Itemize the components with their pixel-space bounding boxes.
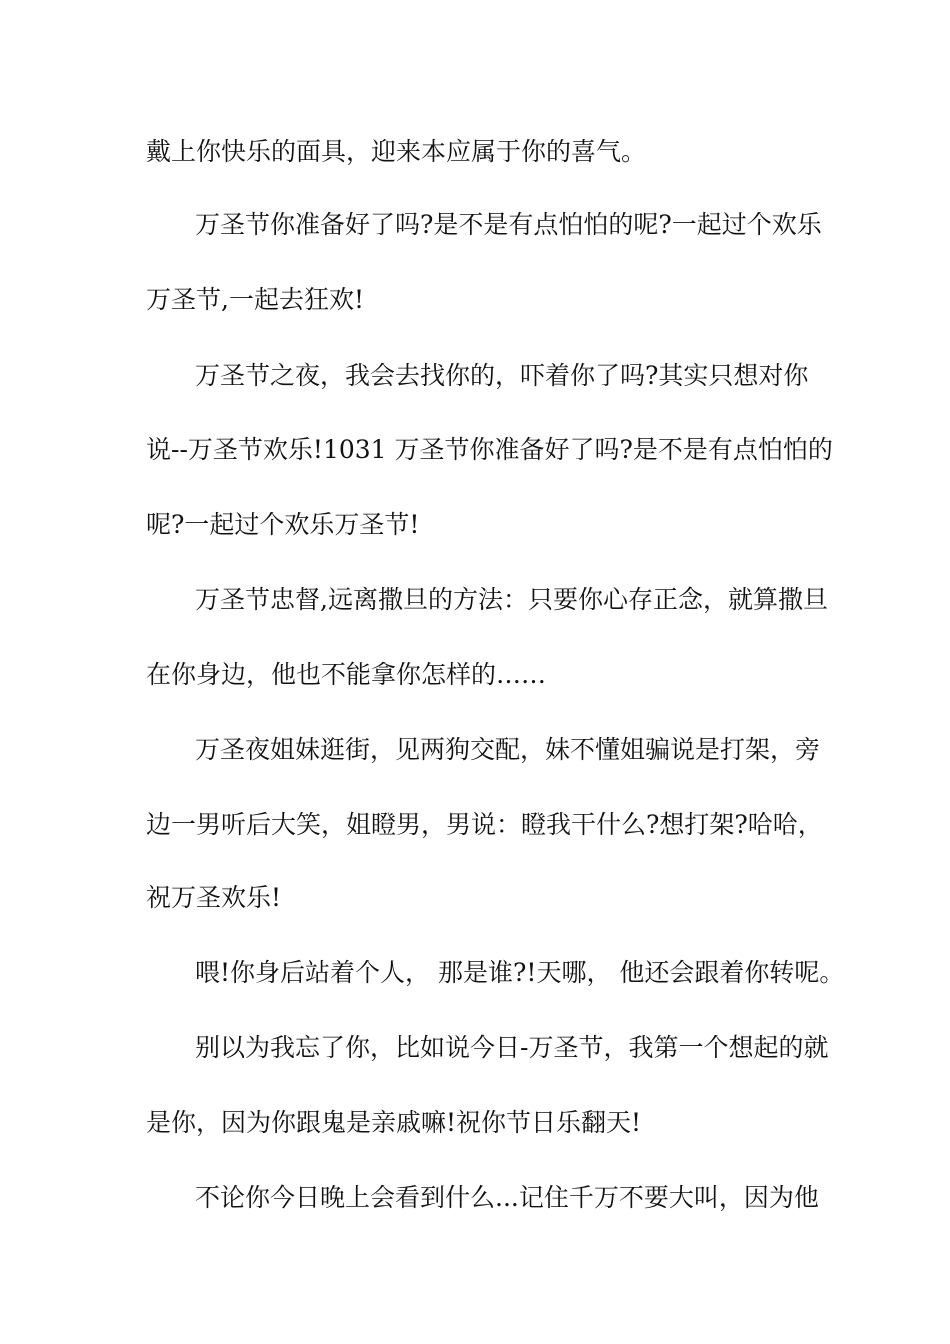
text-line: 边一男听后大笑，姐瞪男，男说：瞪我干什么?想打架?哈哈， [146,810,823,839]
text-line: 祝万圣欢乐! [146,883,282,912]
text-line: 戴上你快乐的面具，迎来本应属于你的喜气。 [146,137,647,166]
text-line: 喂!你身后站着个人， 那是谁?!天哪， 他还会跟着你转呢。 [195,958,845,987]
text-line: 万圣节你准备好了吗?是不是有点怕怕的呢?一起过个欢乐 [195,210,822,239]
text-line: 是你，因为你跟鬼是亲戚嘛!祝你节日乐翻天! [146,1108,642,1137]
text-line: 说--万圣节欢乐!1031 万圣节你准备好了吗?是不是有点怕怕的 [146,435,833,464]
text-line: 万圣节,一起去狂欢! [146,285,364,314]
text-line: 万圣节之夜，我会去找你的，吓着你了吗?其实只想对你 [195,361,809,390]
text-line: 万圣节忠督,远离撒旦的方法：只要你心存正念，就算撒旦 [195,585,828,614]
text-line: 在你身边，他也不能拿你怎样的…… [146,660,547,689]
text-line: 呢?一起过个欢乐万圣节! [146,510,420,539]
text-line: 万圣夜姐妹逛街，见两狗交配，妹不懂姐骗说是打架，旁 [195,735,821,764]
text-line: 别以为我忘了你，比如说今日-万圣节，我第一个想起的就 [195,1033,829,1062]
text-line: 不论你今日晚上会看到什么...记住千万不要大叫，因为他 [195,1183,819,1212]
